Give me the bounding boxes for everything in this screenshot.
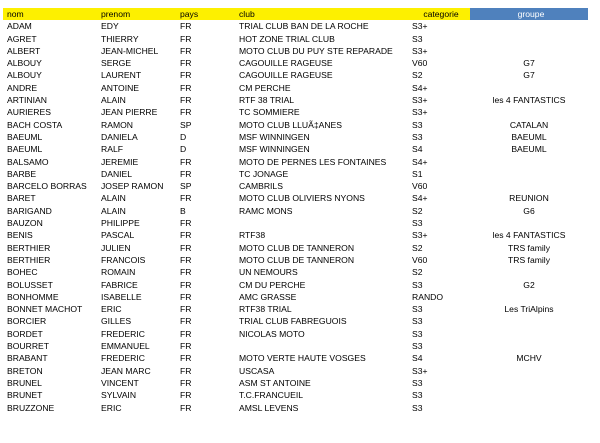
cell-prenom[interactable]: ANTOINE [101, 82, 140, 93]
table-row [3, 156, 588, 168]
cell-nom[interactable]: ARTINIAN [7, 95, 47, 106]
cell-prenom[interactable]: JEREMIE [101, 156, 139, 167]
table-row [3, 45, 588, 57]
cell-categorie[interactable]: S3+ [412, 45, 428, 56]
table-row [3, 180, 588, 192]
cell-categorie[interactable]: S4 [412, 144, 423, 155]
cell-club[interactable]: MSF WINNINGEN [239, 131, 310, 142]
cell-pays[interactable]: D [180, 144, 187, 155]
cell-groupe[interactable]: BAEUML [511, 131, 547, 142]
cell-nom[interactable]: ALBERT [7, 45, 41, 56]
cell-nom[interactable]: ADAM [7, 21, 32, 32]
cell-pays[interactable]: FR [180, 390, 192, 401]
cell-groupe[interactable] [470, 328, 588, 340]
table-row [3, 352, 588, 364]
cell-prenom[interactable]: RAMON [101, 119, 133, 130]
cell-pays[interactable]: FR [180, 156, 192, 167]
cell-groupe[interactable] [470, 82, 588, 94]
cell-nom[interactable]: AGRET [7, 33, 37, 44]
spreadsheet-table [3, 8, 588, 414]
cell-categorie[interactable]: V60 [412, 254, 428, 265]
cell-nom[interactable]: BORCIER [7, 316, 47, 327]
cell-prenom[interactable]: JEAN PIERRE [101, 107, 158, 118]
cell-nom[interactable]: BARIGAND [7, 205, 52, 216]
cell-groupe[interactable] [470, 266, 588, 278]
table-row [3, 33, 588, 45]
cell-groupe[interactable] [470, 377, 588, 389]
cell-nom[interactable]: BARET [7, 193, 36, 204]
cell-categorie[interactable]: S3 [412, 33, 423, 44]
cell-categorie[interactable]: S3+ [412, 95, 428, 106]
cell-prenom[interactable]: ROMAIN [101, 267, 136, 278]
table-row [3, 69, 588, 81]
header-row [3, 8, 588, 20]
cell-groupe[interactable]: REUNION [509, 193, 549, 204]
cell-nom[interactable]: BRABANT [7, 353, 48, 364]
cell-pays[interactable]: FR [180, 267, 192, 278]
table-row [3, 389, 588, 401]
cell-club[interactable]: MOTO CLUB DE TANNERON [239, 254, 355, 265]
cell-prenom[interactable]: PASCAL [101, 230, 135, 241]
cell-groupe[interactable]: les 4 FANTASTICS [492, 230, 566, 241]
cell-groupe[interactable]: CATALAN [509, 119, 549, 130]
table-row [3, 340, 588, 352]
cell-club[interactable]: NICOLAS MOTO [239, 328, 305, 339]
cell-prenom[interactable]: JEAN MARC [101, 365, 151, 376]
cell-prenom[interactable]: LAURENT [101, 70, 142, 81]
cell-nom[interactable]: BARCELO BORRAS [7, 181, 87, 192]
cell-categorie[interactable]: S3 [412, 218, 423, 229]
cell-pays[interactable]: FR [180, 33, 192, 44]
cell-nom[interactable]: ALBOUY [7, 58, 42, 69]
cell-club[interactable]: MOTO VERTE HAUTE VOSGES [239, 353, 366, 364]
cell-groupe[interactable] [470, 168, 588, 180]
cell-club[interactable]: RTF 38 TRIAL [239, 95, 295, 106]
cell-pays[interactable]: FR [180, 304, 192, 315]
cell-categorie[interactable]: S2 [412, 242, 423, 253]
cell-pays[interactable]: FR [180, 402, 192, 413]
cell-pays[interactable]: FR [180, 377, 192, 388]
cell-nom[interactable]: BERTHIER [7, 242, 51, 253]
table-row [3, 217, 588, 229]
cell-groupe[interactable] [470, 315, 588, 327]
table-row [3, 82, 588, 94]
cell-pays[interactable]: FR [180, 242, 192, 253]
cell-nom[interactable]: ANDRE [7, 82, 38, 93]
cell-prenom[interactable]: THIERRY [101, 33, 139, 44]
cell-pays[interactable]: FR [180, 353, 192, 364]
cell-nom[interactable]: BAEUML [7, 131, 43, 142]
table-row [3, 192, 588, 204]
cell-pays[interactable]: FR [180, 45, 192, 56]
table-row [3, 242, 588, 254]
cell-groupe[interactable]: G2 [523, 279, 535, 290]
cell-nom[interactable]: BORDET [7, 328, 43, 339]
cell-categorie[interactable]: S4+ [412, 82, 428, 93]
cell-pays[interactable]: FR [180, 316, 192, 327]
cell-categorie[interactable]: S3+ [412, 230, 428, 241]
cell-groupe[interactable] [470, 156, 588, 168]
cell-prenom[interactable]: JOSEP RAMON [101, 181, 164, 192]
cell-nom[interactable]: BARBE [7, 168, 37, 179]
header-prenom[interactable]: prenom [97, 8, 176, 20]
cell-club[interactable]: CAGOUILLE RAGEUSE [239, 58, 333, 69]
cell-club[interactable]: TC JONAGE [239, 168, 289, 179]
cell-categorie[interactable]: S4+ [412, 193, 428, 204]
cell-pays[interactable]: FR [180, 254, 192, 265]
table-row [3, 279, 588, 291]
cell-pays[interactable]: SP [180, 181, 192, 192]
cell-club[interactable]: TRIAL CLUB FABREGUOIS [239, 316, 347, 327]
table-row [3, 20, 588, 32]
cell-categorie[interactable]: S3+ [412, 21, 428, 32]
cell-categorie[interactable]: S3 [412, 341, 423, 352]
cell-prenom[interactable]: ERIC [101, 402, 122, 413]
cell-nom[interactable]: BALSAMO [7, 156, 49, 167]
cell-groupe[interactable]: les 4 FANTASTICS [492, 95, 566, 106]
cell-groupe[interactable]: G7 [523, 58, 535, 69]
cell-nom[interactable]: BRUZZONE [7, 402, 55, 413]
table-row [3, 205, 588, 217]
table-row [3, 328, 588, 340]
cell-prenom[interactable]: DANIELA [101, 131, 138, 142]
cell-groupe[interactable]: G7 [523, 70, 535, 81]
cell-nom[interactable]: BACH COSTA [7, 119, 63, 130]
cell-categorie[interactable]: V60 [412, 181, 428, 192]
cell-groupe[interactable] [470, 106, 588, 118]
cell-club[interactable]: ASM ST ANTOINE [239, 377, 311, 388]
cell-club[interactable]: AMSL LEVENS [239, 402, 299, 413]
cell-categorie[interactable]: S4 [412, 353, 423, 364]
cell-groupe[interactable]: MCHV [516, 353, 542, 364]
cell-categorie[interactable]: S3 [412, 131, 423, 142]
cell-nom[interactable]: BERTHIER [7, 254, 51, 265]
cell-nom[interactable]: ALBOUY [7, 70, 42, 81]
cell-categorie[interactable]: RANDO [412, 291, 444, 302]
cell-categorie[interactable]: S3 [412, 402, 423, 413]
cell-nom[interactable]: BOHEC [7, 267, 38, 278]
cell-prenom[interactable]: DANIEL [101, 168, 133, 179]
cell-pays[interactable]: SP [180, 119, 192, 130]
header-club[interactable]: club [235, 8, 408, 20]
cell-nom[interactable]: BRETON [7, 365, 43, 376]
cell-nom[interactable]: BONHOMME [7, 291, 59, 302]
cell-groupe[interactable] [470, 389, 588, 401]
cell-club[interactable] [235, 217, 408, 229]
table-row [3, 57, 588, 69]
cell-pays[interactable]: FR [180, 70, 192, 81]
cell-groupe[interactable]: BAEUML [511, 144, 547, 155]
table-row [3, 143, 588, 155]
cell-groupe[interactable]: G6 [523, 205, 535, 216]
cell-club[interactable]: CM DU PERCHE [239, 279, 306, 290]
cell-groupe[interactable]: TRS family [507, 254, 551, 265]
cell-prenom[interactable]: FREDERIC [101, 353, 145, 364]
cell-nom[interactable]: BRUNEL [7, 377, 42, 388]
cell-club[interactable]: CAGOUILLE RAGEUSE [239, 70, 333, 81]
cell-club[interactable]: MOTO CLUB LLUÃ‡ANES [239, 119, 342, 130]
cell-categorie[interactable]: S3 [412, 119, 423, 130]
cell-pays[interactable]: FR [180, 230, 192, 241]
cell-club[interactable]: MSF WINNINGEN [239, 144, 310, 155]
cell-club[interactable]: TRIAL CLUB BAN DE LA ROCHE [239, 21, 369, 32]
cell-club[interactable]: CM PERCHE [239, 82, 291, 93]
table-row [3, 106, 588, 118]
header-pays[interactable]: pays [176, 8, 235, 20]
cell-club[interactable]: MOTO DE PERNES LES FONTAINES [239, 156, 387, 167]
cell-prenom[interactable]: EDY [101, 21, 119, 32]
cell-categorie[interactable]: S3+ [412, 107, 428, 118]
cell-prenom[interactable]: ALAIN [101, 205, 126, 216]
cell-categorie[interactable]: S3 [412, 304, 423, 315]
table-row [3, 168, 588, 180]
cell-pays[interactable]: FR [180, 365, 192, 376]
cell-club[interactable]: MOTO CLUB DU PUY STE REPARADE [239, 45, 393, 56]
cell-club[interactable]: RTF38 TRIAL [239, 304, 292, 315]
table-row [3, 365, 588, 377]
cell-prenom[interactable]: FREDERIC [101, 328, 145, 339]
header-categorie[interactable]: categorie [408, 8, 470, 20]
cell-club[interactable]: MOTO CLUB DE TANNERON [239, 242, 355, 253]
table-row [3, 119, 588, 131]
cell-pays[interactable]: FR [180, 193, 192, 204]
cell-groupe[interactable] [470, 180, 588, 192]
cell-categorie[interactable]: S3 [412, 316, 423, 327]
cell-prenom[interactable]: EMMANUEL [101, 341, 150, 352]
cell-pays[interactable]: FR [180, 328, 192, 339]
cell-pays[interactable]: FR [180, 21, 192, 32]
cell-club[interactable]: MOTO CLUB OLIVIERS NYONS [239, 193, 365, 204]
table-row [3, 94, 588, 106]
cell-categorie[interactable]: S4+ [412, 156, 428, 167]
cell-groupe[interactable] [470, 217, 588, 229]
cell-pays[interactable]: FR [180, 218, 192, 229]
table-row [3, 303, 588, 315]
cell-groupe[interactable] [470, 45, 588, 57]
cell-pays[interactable]: FR [180, 95, 192, 106]
cell-groupe[interactable]: Les TriAlpins [504, 304, 554, 315]
cell-categorie[interactable]: S3 [412, 328, 423, 339]
cell-pays[interactable]: FR [180, 291, 192, 302]
cell-pays[interactable]: FR [180, 58, 192, 69]
cell-club[interactable]: RAMC MONS [239, 205, 293, 216]
cell-club[interactable] [235, 340, 408, 352]
cell-categorie[interactable]: S1 [412, 168, 423, 179]
cell-nom[interactable]: BAUZON [7, 218, 43, 229]
cell-club[interactable]: T.C.FRANCUEIL [239, 390, 303, 401]
cell-categorie[interactable]: S2 [412, 267, 423, 278]
cell-categorie[interactable]: S2 [412, 205, 423, 216]
header-groupe[interactable]: groupe [470, 8, 588, 20]
table-row [3, 291, 588, 303]
cell-groupe[interactable] [470, 291, 588, 303]
table-row [3, 266, 588, 278]
cell-club[interactable]: RTF38 [239, 230, 266, 241]
table-row [3, 377, 588, 389]
cell-categorie[interactable]: V60 [412, 58, 428, 69]
cell-pays[interactable]: FR [180, 279, 192, 290]
cell-pays[interactable]: FR [180, 341, 192, 352]
cell-pays[interactable]: FR [180, 107, 192, 118]
cell-nom[interactable]: BENIS [7, 230, 33, 241]
cell-categorie[interactable]: S3 [412, 279, 423, 290]
cell-categorie[interactable]: S2 [412, 70, 423, 81]
cell-nom[interactable]: BONNET MACHOT [7, 304, 83, 315]
cell-nom[interactable]: AURIERES [7, 107, 51, 118]
cell-pays[interactable]: FR [180, 82, 192, 93]
cell-prenom[interactable]: PHILIPPE [101, 218, 140, 229]
cell-prenom[interactable]: ALAIN [101, 95, 126, 106]
cell-prenom[interactable]: JEAN-MICHEL [101, 45, 159, 56]
cell-categorie[interactable]: S3 [412, 390, 423, 401]
cell-club[interactable]: AMC GRASSE [239, 291, 297, 302]
cell-groupe[interactable] [470, 33, 588, 45]
cell-prenom[interactable]: RALF [101, 144, 123, 155]
cell-prenom[interactable]: ALAIN [101, 193, 126, 204]
cell-prenom[interactable]: SERGE [101, 58, 132, 69]
cell-pays[interactable]: B [180, 205, 186, 216]
cell-groupe[interactable] [470, 20, 588, 32]
cell-club[interactable]: CAMBRILS [239, 181, 283, 192]
cell-prenom[interactable]: FABRICE [101, 279, 138, 290]
cell-categorie[interactable]: S3+ [412, 365, 428, 376]
cell-nom[interactable]: BOLUSSET [7, 279, 53, 290]
cell-groupe[interactable] [470, 340, 588, 352]
cell-prenom[interactable]: GILLES [101, 316, 132, 327]
table-body [3, 20, 588, 414]
cell-prenom[interactable]: VINCENT [101, 377, 139, 388]
cell-groupe[interactable] [470, 365, 588, 377]
cell-prenom[interactable]: FRANCOIS [101, 254, 146, 265]
cell-club[interactable]: TC SOMMIERE [239, 107, 300, 118]
cell-nom[interactable]: BAEUML [7, 144, 43, 155]
table-row [3, 254, 588, 266]
cell-club[interactable]: HOT ZONE TRIAL CLUB [239, 33, 335, 44]
header-nom[interactable]: nom [3, 8, 97, 20]
cell-groupe[interactable] [470, 402, 588, 414]
cell-nom[interactable]: BOURRET [7, 341, 50, 352]
cell-pays[interactable]: FR [180, 168, 192, 179]
cell-prenom[interactable]: ISABELLE [101, 291, 142, 302]
cell-prenom[interactable]: JULIEN [101, 242, 131, 253]
cell-club[interactable]: USCASA [239, 365, 275, 376]
table-row [3, 402, 588, 414]
cell-categorie[interactable]: S3 [412, 377, 423, 388]
table-row [3, 315, 588, 327]
cell-prenom[interactable]: SYLVAIN [101, 390, 137, 401]
cell-club[interactable]: UN NEMOURS [239, 267, 298, 278]
cell-prenom[interactable]: ERIC [101, 304, 122, 315]
cell-groupe[interactable]: TRS family [507, 242, 551, 253]
cell-pays[interactable]: D [180, 131, 187, 142]
table-row [3, 229, 588, 241]
table-row [3, 131, 588, 143]
cell-nom[interactable]: BRUNET [7, 390, 43, 401]
